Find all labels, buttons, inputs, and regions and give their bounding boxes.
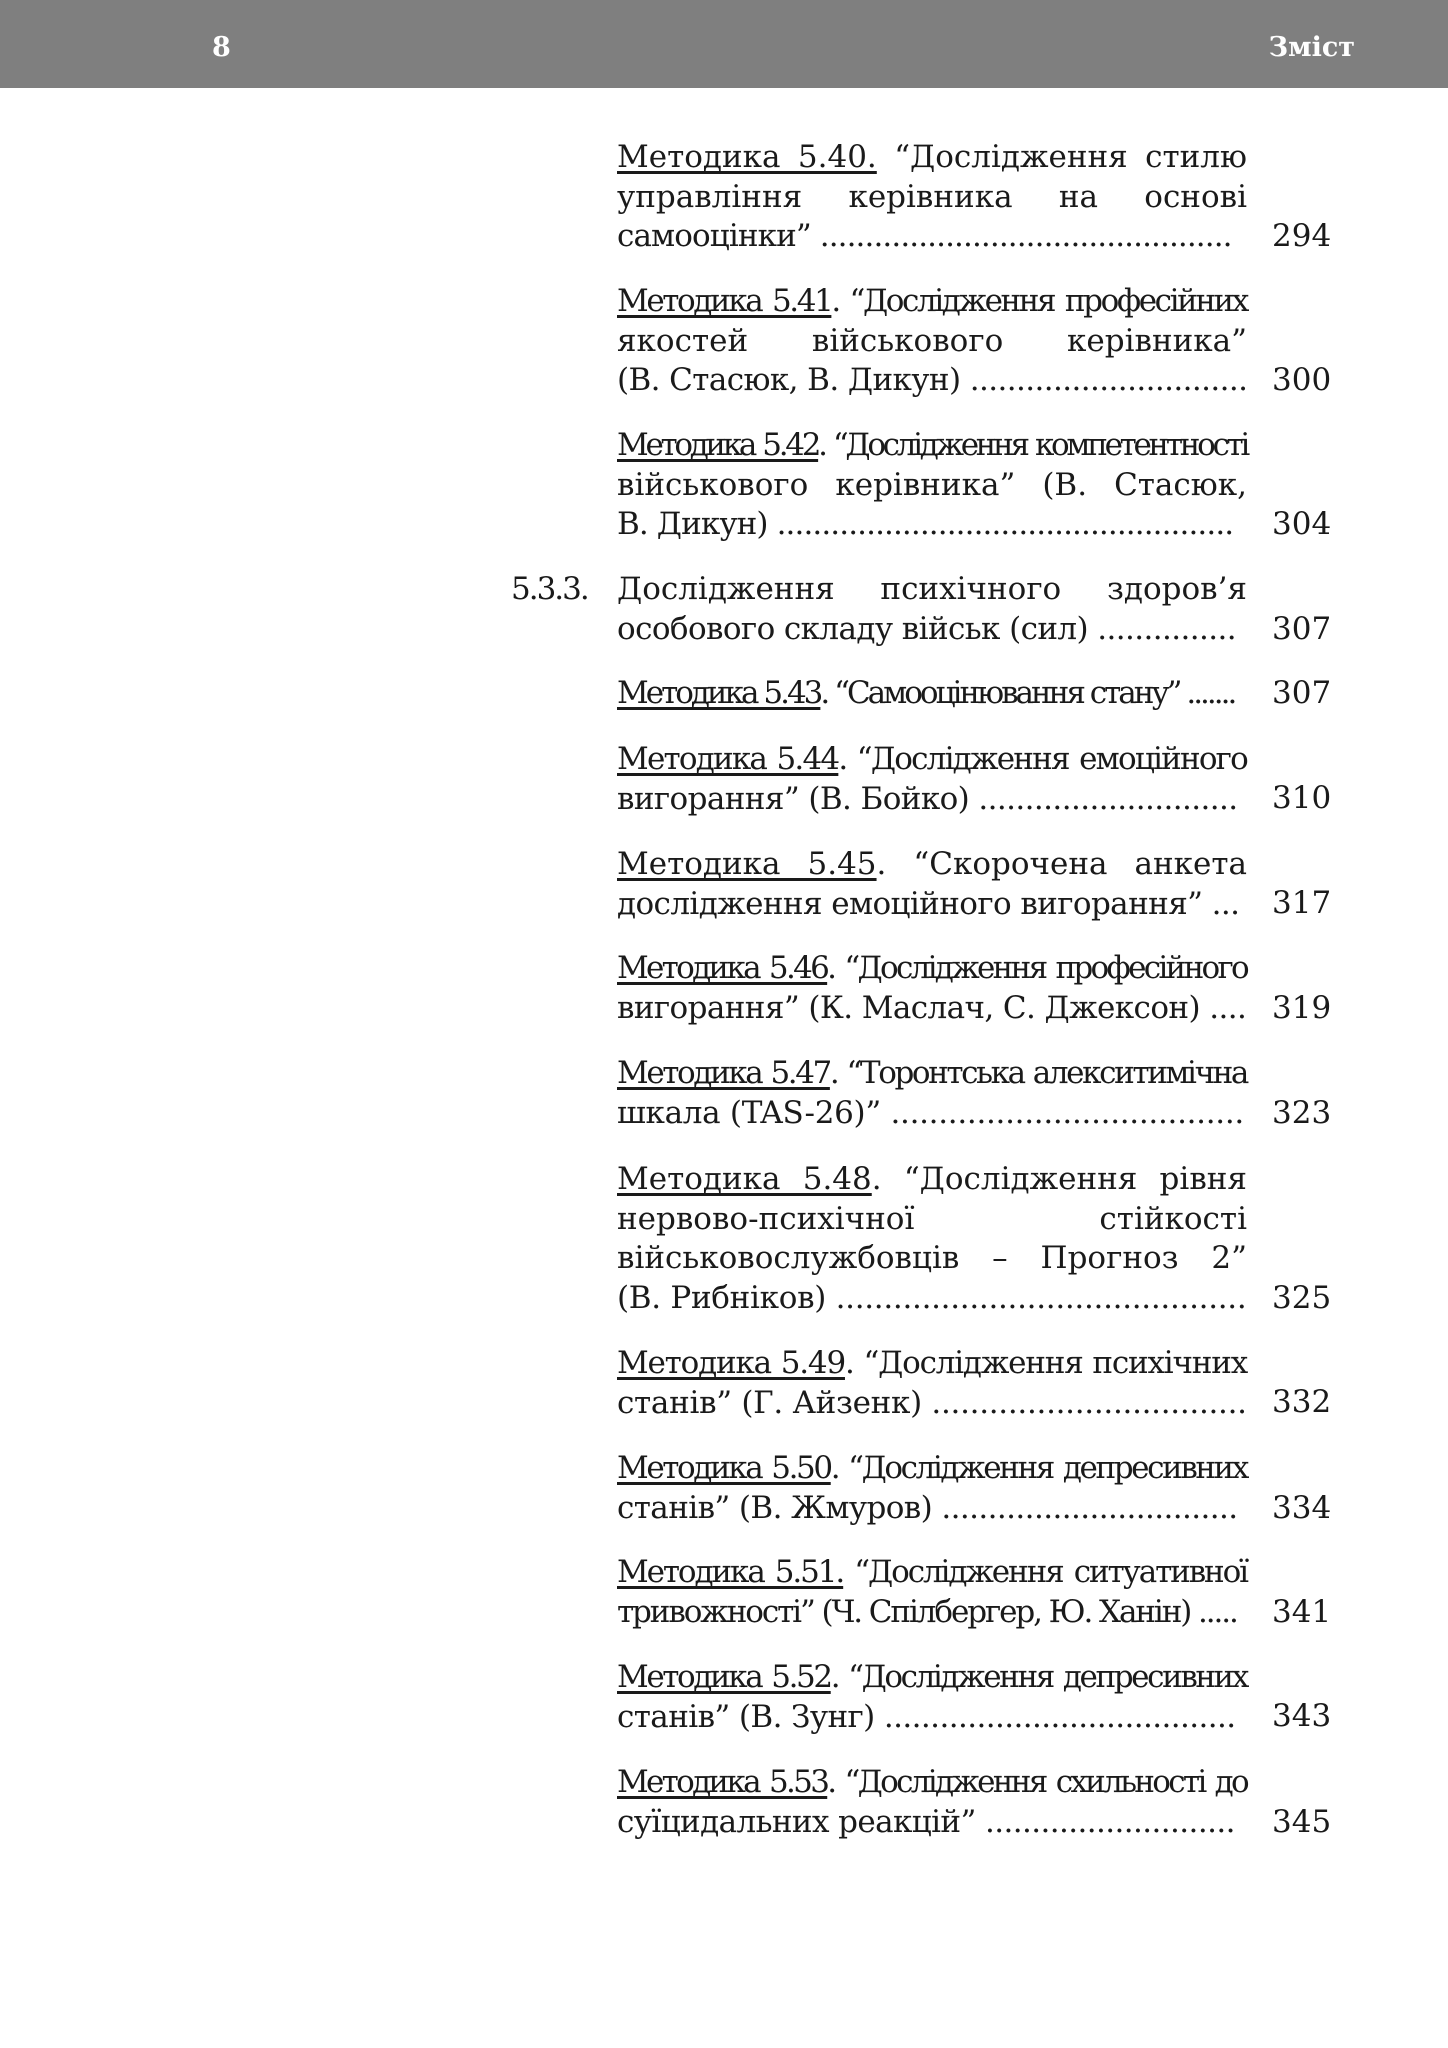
toc-entry-page: 332 — [1272, 1384, 1332, 1420]
toc-entry-line: . “Дослідження професійних — [831, 283, 1247, 319]
toc-entry-ref[interactable]: Методика 5.48 — [617, 1161, 872, 1197]
toc-entry-line: самооцінки” .............................................. — [617, 218, 1232, 254]
section-number: 5.3.3. — [511, 571, 588, 607]
toc-entry-line: вигорання” (В. Бойко) ............................ — [617, 780, 1238, 817]
toc-entry-5-42[interactable] — [617, 426, 1247, 545]
toc-entry-5-50[interactable] — [617, 1449, 1247, 1528]
toc-entry-page: 325 — [1272, 1280, 1332, 1316]
toc-entry-5-45[interactable] — [617, 845, 1247, 924]
toc-entry-line: військовослужбовців – Прогноз 2” — [617, 1240, 1247, 1276]
toc-entry-line: нервово-психічної стійкості — [617, 1200, 1247, 1237]
toc-entry-page: 319 — [1272, 990, 1332, 1026]
toc-entry-line: якостей військового керівника” — [617, 322, 1247, 359]
toc-entry-line: . “Дослідження компетентності — [818, 427, 1247, 463]
toc-entry-ref[interactable]: Методика 5.40. — [617, 139, 877, 175]
toc-entry-5-52[interactable] — [617, 1658, 1247, 1737]
toc-entry-5-46[interactable] — [617, 949, 1247, 1028]
toc-entry-page: 341 — [1272, 1594, 1332, 1630]
toc-entry-line: . “Дослідження схильності до — [827, 1764, 1247, 1800]
toc-entry-line: суїцидальних реакцій” ........................... — [617, 1803, 1235, 1840]
toc-entry-line: вигорання” (К. Маслач, С. Джексон) .... — [617, 989, 1247, 1026]
toc-entry-ref[interactable]: Методика 5.53 — [617, 1764, 828, 1800]
toc-entry-ref[interactable]: Методика 5.46 — [617, 950, 828, 986]
toc-entry-line: станів” (Г. Айзенк) ................................. — [617, 1384, 1247, 1421]
toc-entry-line: . “Дослідження професійного — [827, 950, 1247, 986]
toc-entry-line: . “Дослідження депресивних — [830, 1659, 1248, 1695]
toc-entry-line: особового складу військ (сил) ............... — [617, 610, 1237, 647]
toc-entry-line: . “Самооцінювання стану” ....... — [820, 675, 1235, 711]
toc-entry-5-44[interactable] — [617, 740, 1247, 819]
toc-entry-line: (В. Стасюк, В. Дикун) .............................. — [617, 362, 1248, 398]
toc-entry-page: 323 — [1272, 1095, 1332, 1131]
toc-entry-page: 294 — [1272, 218, 1332, 254]
toc-entry-line: . “Дослідження психічних — [844, 1345, 1247, 1381]
toc-entry-5-48[interactable] — [617, 1160, 1247, 1318]
toc-entry-ref[interactable]: Методика 5.49 — [617, 1345, 845, 1381]
toc-entry-ref[interactable]: Методика 5.50 — [617, 1450, 831, 1486]
toc-entry-ref[interactable]: Методика 5.43 — [617, 675, 821, 711]
toc-entry-page: 307 — [1272, 611, 1332, 647]
toc-entry-page: 304 — [1272, 506, 1332, 542]
toc-entry-line: шкала (TAS-26)” ..................................... — [617, 1094, 1244, 1131]
toc-entry-line: “Дослідження стилю — [894, 139, 1247, 175]
toc-entry-5-47[interactable] — [617, 1054, 1247, 1133]
toc-entry-line: . “Дослідження депресивних — [830, 1450, 1248, 1486]
toc-entry-ref[interactable]: Методика 5.52 — [617, 1659, 831, 1695]
toc-entry-line: дослідження емоційного вигорання” ... — [617, 885, 1240, 922]
toc-entry-5-49[interactable] — [617, 1344, 1247, 1423]
toc-entry-page: 345 — [1272, 1804, 1332, 1840]
toc-entry-line: станів” (В. Жмуров) ................................ — [617, 1489, 1238, 1526]
toc-entry-5-41[interactable] — [617, 282, 1247, 401]
toc-entry-page: 307 — [1272, 675, 1332, 711]
section-title: Зміст — [1268, 32, 1355, 63]
toc-entry-line: військового керівника” (В. Стасюк, — [617, 466, 1247, 503]
toc-entry-5-43[interactable] — [617, 674, 1247, 714]
toc-entry-line: . “Дослідження емоційного — [838, 741, 1247, 777]
toc-entry-line: (В. Рибніков) ........................................... — [617, 1279, 1247, 1316]
toc-entry-page: 334 — [1272, 1490, 1332, 1526]
toc-entry-ref[interactable]: Методика 5.41 — [617, 283, 832, 319]
toc-entry-page: 317 — [1272, 885, 1332, 921]
toc-entry-ref[interactable]: Методика 5.44 — [617, 741, 839, 777]
toc-entry-line: управління керівника на основі — [617, 178, 1247, 215]
toc-entry-line: В. Дикун) ................................................... — [617, 506, 1234, 542]
toc-entry-line: . “Скорочена анкета — [876, 846, 1248, 882]
toc-entry-line: тривожності” (Ч. Спілбергер, Ю. Ханін) ..... — [617, 1593, 1237, 1630]
toc-entry-5-51[interactable] — [617, 1553, 1247, 1632]
toc-entry-5-53[interactable] — [617, 1763, 1247, 1842]
page-number: 8 — [212, 32, 231, 63]
toc-entry-page: 300 — [1272, 362, 1332, 398]
toc-entry-line: . “Дослідження рівня — [871, 1161, 1247, 1197]
toc-entry-page: 343 — [1272, 1698, 1332, 1734]
toc-entry-line: станів” (В. Зунг) ...................................... — [617, 1698, 1236, 1735]
toc-entry-line: Дослідження психічного здоров’я — [617, 571, 1247, 607]
toc-entry-line: “Дослідження ситуативної — [854, 1554, 1247, 1590]
toc-section-5-3-3[interactable] — [617, 570, 1247, 649]
toc-entry-ref[interactable]: Методика 5.42 — [617, 427, 819, 463]
toc-entry-line: . “Торонтська алекситимічна — [829, 1055, 1248, 1091]
page-header — [0, 0, 1448, 88]
toc-entry-page: 310 — [1272, 780, 1332, 816]
toc-entry-ref[interactable]: Методика 5.47 — [617, 1055, 830, 1091]
toc-entry-5-40[interactable] — [617, 138, 1247, 257]
toc-entry-ref[interactable]: Методика 5.51. — [617, 1554, 844, 1590]
toc-entry-ref[interactable]: Методика 5.45 — [617, 846, 877, 882]
